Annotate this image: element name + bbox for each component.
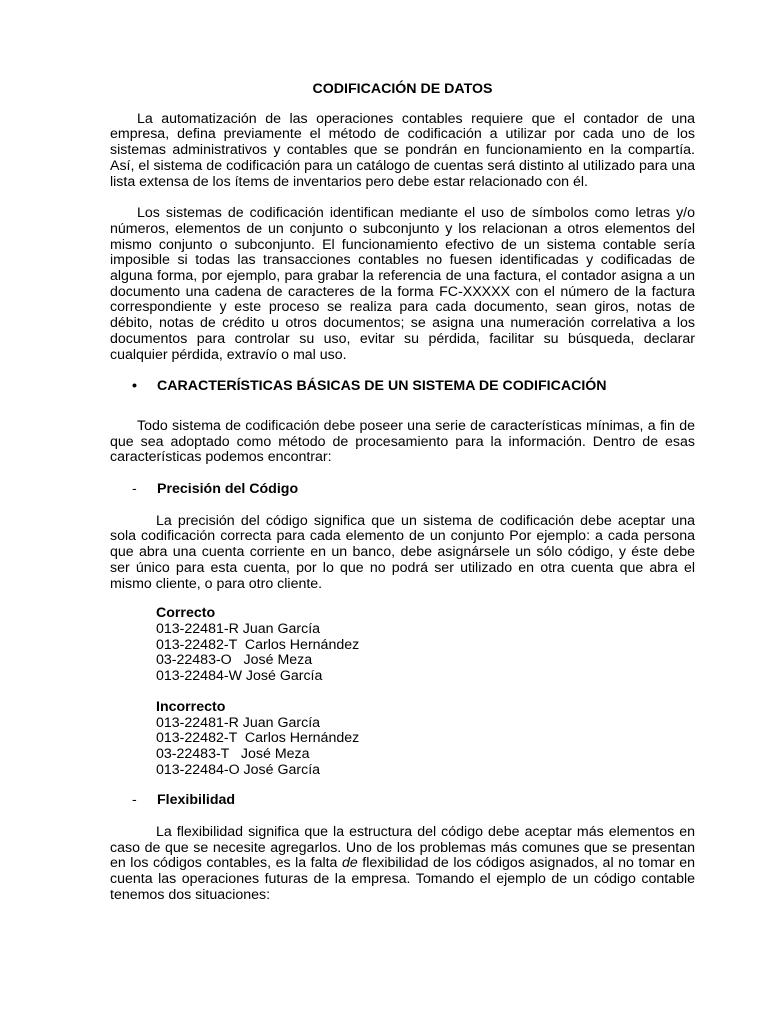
code-line: 013-22481-R Juan García — [156, 714, 321, 731]
flexibility-text-part1: La flexibilidad significa que la estructura del código debe aceptar más elementos en caso de que se necesite agregarlos. Uno de los problemas más comunes que se presentan en los códigos contables, es la falta — [110, 824, 695, 872]
document-title: CODIFICACIÓN DE DATOS — [312, 81, 493, 97]
code-line: 013-22484-W José García — [156, 668, 323, 685]
code-line: 03-22483-T José Meza — [156, 745, 310, 762]
flexibility-emphasis: de — [341, 855, 358, 872]
correct-label: Correcto — [156, 605, 216, 622]
precision-heading-text: Precisión del Código — [157, 481, 299, 498]
section-heading — [110, 379, 695, 395]
code-line: 013-22482-T Carlos Hernández — [156, 730, 360, 747]
incorrect-label: Incorrecto — [156, 698, 226, 715]
dash-icon: - — [132, 792, 137, 809]
code-line: 03-22483-O José Meza — [156, 652, 313, 669]
flexibility-paragraph — [110, 825, 695, 904]
flexibility-text-part2: flexibilidad de los códigos asignados, al no tomar en cuenta las operaciones futuras de la empresa. Tomando el ejemplo de un código contable tenemos dos situaciones: — [110, 855, 695, 903]
flexibility-heading — [110, 793, 695, 809]
section-heading-text: CARACTERÍSTICAS BÁSICAS DE UN SISTEMA DE CODIFICACIÓN — [157, 378, 607, 395]
incorrect-code-list — [110, 700, 695, 779]
flexibility-heading-text: Flexibilidad — [157, 792, 236, 809]
precision-heading — [110, 482, 695, 498]
code-line: 013-22481-R Juan García — [156, 620, 321, 637]
section-intro-paragraph: Todo sistema de codificación debe poseer una serie de características mínimas, a fin de que sea adoptado como método de procesamiento para la información. Dentro de esas características podemos encontrar: — [110, 417, 695, 466]
intro-paragraph-2: Los sistemas de codificación identifican mediante el uso de símbolos como letras y/o números, elementos de un conjunto o subconjunto y los relacionan a otros elementos del mismo conjunto o subconjunto. El funcionamiento efectivo de un sistema contable sería imposible si todas las transacciones contables no fuesen identificadas y codificadas de alguna forma, por ejemplo, para grabar la referencia de una factura, el contador asigna a un documento una cadena de caracteres de la forma FC-XXXXX con el número de la factura correspondiente y este proceso se realiza para cada documento, sean giros, notas de débito, notas de crédito u otros documentos; se asigna una numeración correlativa a los documentos para controlar su uso, evitar su pérdida, facilitar su búsqueda, declarar cualquier pérdida, extravío o mal uso. — [110, 205, 695, 363]
correct-code-list — [110, 606, 695, 685]
code-line: 013-22484-O José García — [156, 761, 321, 778]
dash-icon: - — [132, 481, 137, 498]
document-body — [110, 82, 695, 918]
bullet-icon: • — [132, 378, 137, 395]
code-line: 013-22482-T Carlos Hernández — [156, 636, 360, 653]
precision-paragraph: La precisión del código significa que un sistema de codificación debe aceptar una sola codificación correcta para cada elemento de un conjunto Por ejemplo: a cada persona que abra una cuenta corriente en un banco, debe asignársele un sólo código, y éste debe ser único para esta cuenta, por lo que no podrá ser utilizado en otra cuenta que abra el mismo cliente, o para otro cliente. — [110, 512, 695, 592]
intro-paragraph-1: La automatización de las operaciones contables requiere que el contador de una empresa, defina previamente el método de codificación a utilizar por cada uno de los sistemas administrativos y contables que se pondrán en funcionamiento en la compartía. Así, el sistema de codificación para un catálogo de cuentas será distinto al utilizado para una lista extensa de los ítems de inventarios pero debe estar relacionado con él. — [110, 110, 695, 190]
